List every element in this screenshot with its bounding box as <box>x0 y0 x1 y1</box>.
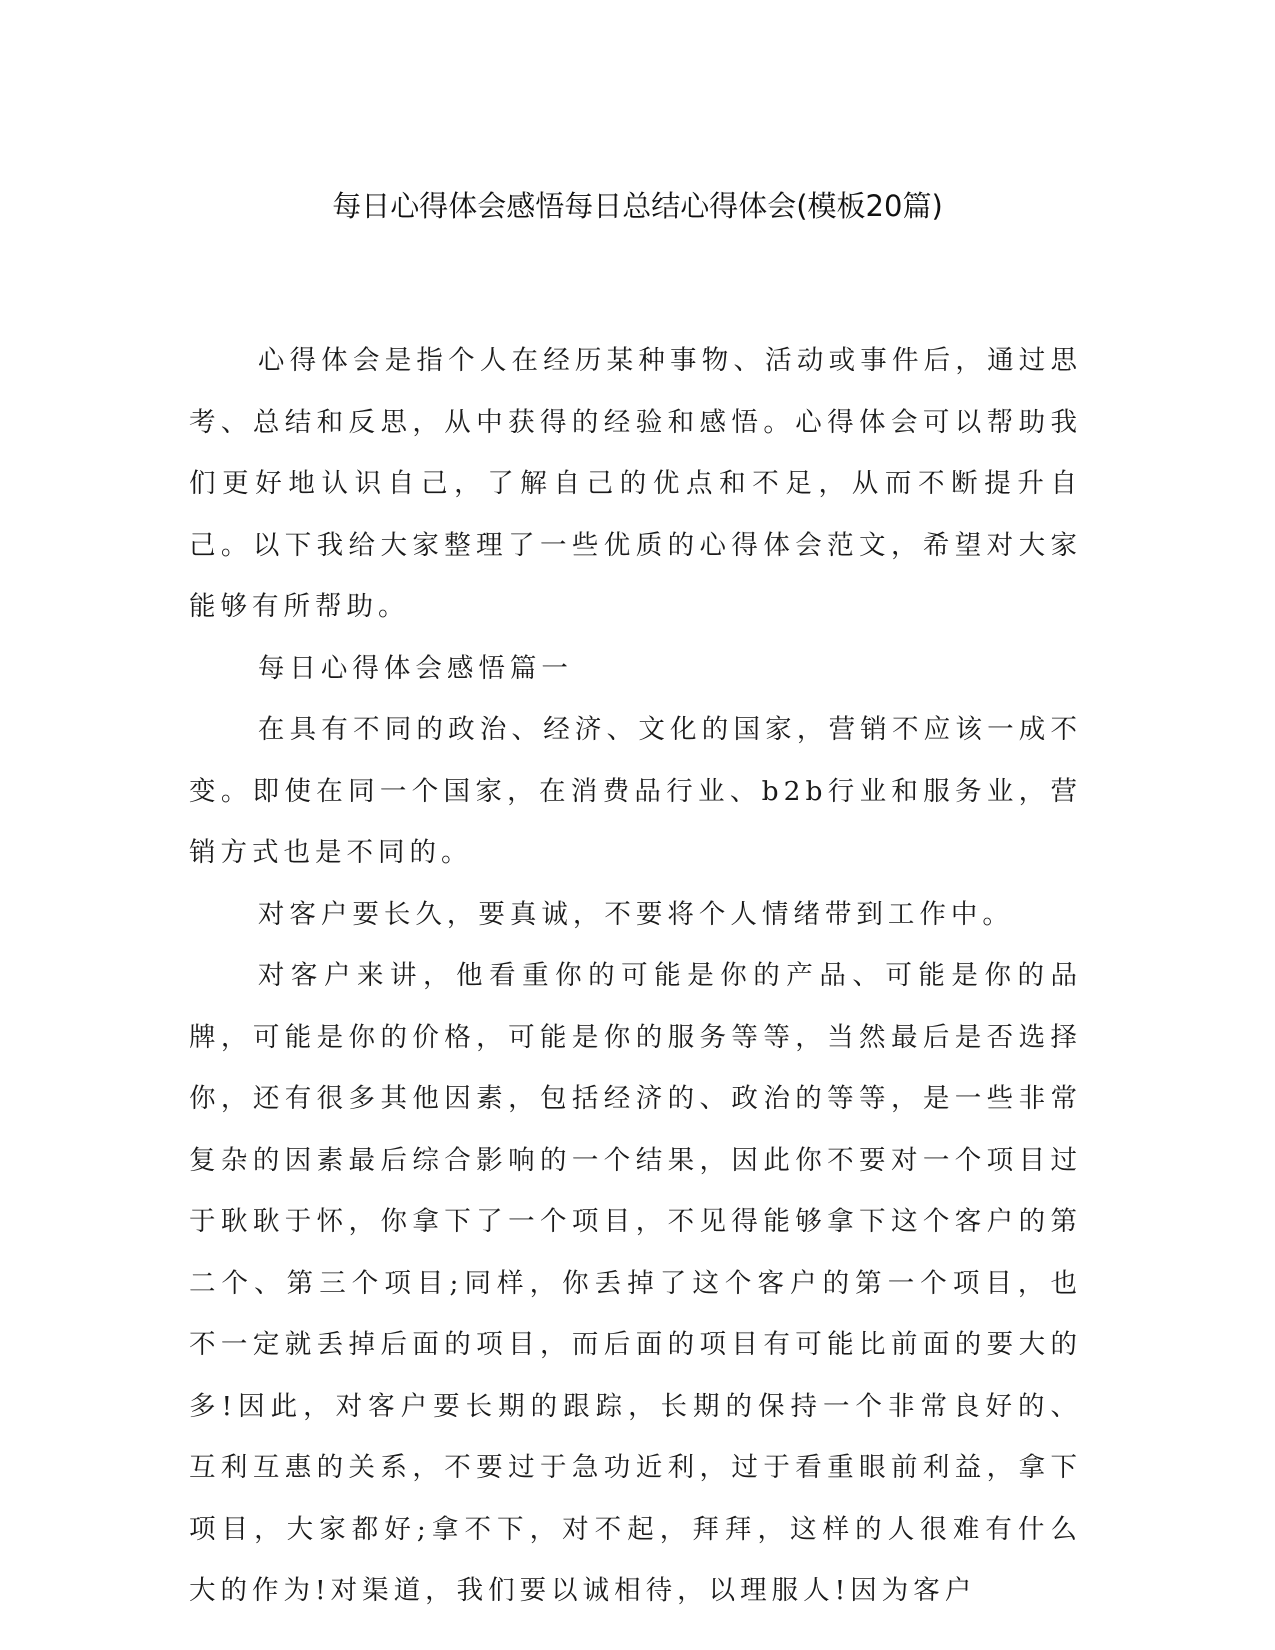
document-title: 每日心得体会感悟每日总结心得体会(模板20篇) <box>332 189 943 223</box>
body-paragraph: 在具有不同的政治、经济、文化的国家，营销不应该一成不变。即使在同一个国家，在消费品行业、b2b行业和服务业，营销方式也是不同的。 <box>189 714 1082 868</box>
section-heading: 每日心得体会感悟篇一 <box>257 652 573 684</box>
document-body <box>189 330 1082 1622</box>
body-paragraph: 对客户来讲，他看重你的可能是你的产品、可能是你的品牌，可能是你的价格，可能是你的服务等等，当然最后是否选择你，还有很多其他因素，包括经济的、政治的等等，是一些非常复杂的因素最后综合影响的一个结果，因此你不要对一个项目过于耿耿于怀，你拿下了一个项目，不见得能够拿下这个客户的第二个、第三个项目;同样，你丢掉了这个客户的第一个项目，也不一定就丢掉后面的项目，而后面的项目有可能比前面的要大的多!因此，对客户要长期的跟踪，长期的保持一个非常良好的、互利互惠的关系，不要过于急功近利，过于看重眼前利益，拿下项目，大家都好;拿不下，对不起，拜拜，这样的人很难有什么大的作为!对渠道，我们要以诚相待，以理服人!因为客户 <box>189 960 1082 1606</box>
body-paragraph: 对客户要长久，要真诚，不要将个人情绪带到工作中。 <box>257 898 1014 930</box>
intro-paragraph: 心得体会是指个人在经历某种事物、活动或事件后，通过思考、总结和反思，从中获得的经验和感悟。心得体会可以帮助我们更好地认识自己，了解自己的优点和不足，从而不断提升自己。以下我给大家整理了一些优质的心得体会范文，希望对大家能够有所帮助。 <box>189 345 1082 622</box>
